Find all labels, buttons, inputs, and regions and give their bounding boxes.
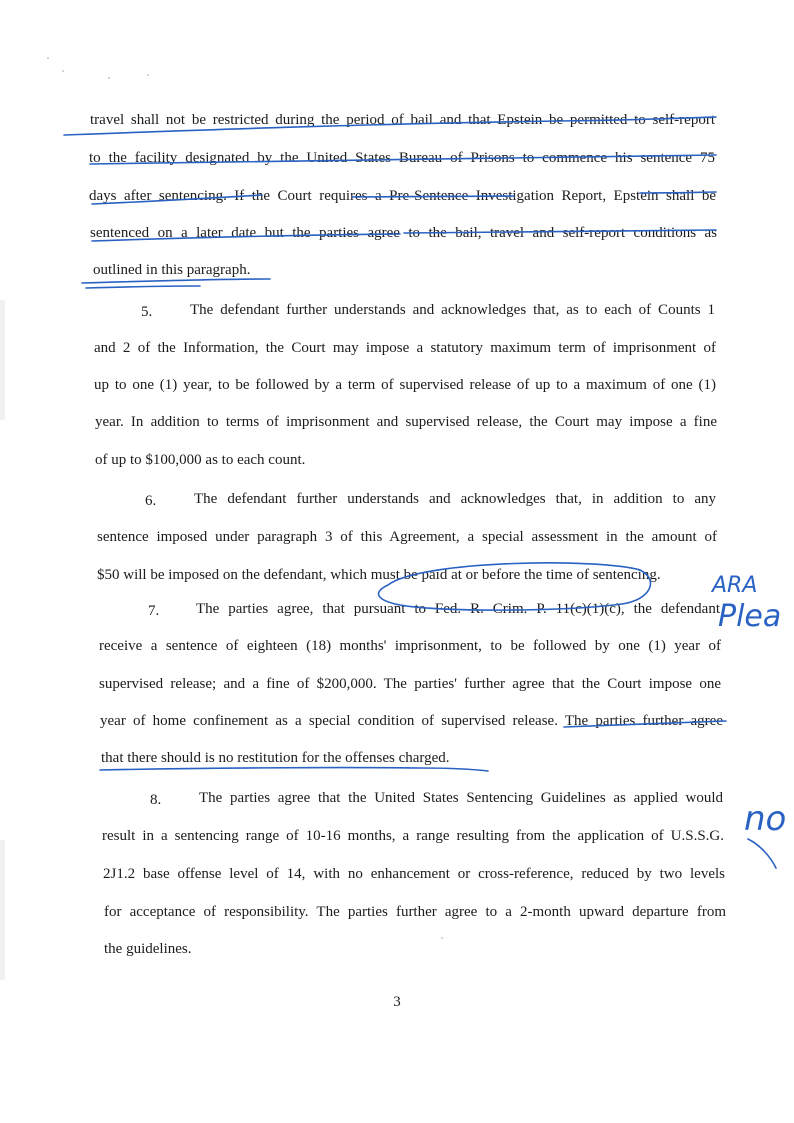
text-line: to the facility designated by the United States Bureau of Prisons to commence his sentence 75 [89, 150, 715, 166]
text-line: days after sentencing. If the Court requires a Pre-Sentence Investigation Report, Epstein shall be [89, 188, 716, 204]
text-line: year. In addition to terms of imprisonment and supervised release, the Court may impose a fine [95, 414, 717, 430]
paragraph-number: 6. [145, 493, 157, 509]
tick-mark [748, 839, 776, 868]
text-line: sentenced on a later date but the parties agree to the bail, travel and self-report conditions as [90, 225, 717, 241]
text-line: result in a sentencing range of 10-16 months, a range resulting from the application of U.S.S.G. [102, 828, 724, 844]
text-line: up to one (1) year, to be followed by a term of supervised release of up to a maximum of one (1) [94, 377, 716, 393]
no-handwritten: no [744, 799, 787, 839]
scan-speck [47, 57, 49, 59]
text-line: year of home confinement as a special condition of supervised release. The parties further agree [100, 713, 723, 729]
text-line: sentence imposed under paragraph 3 of this Agreement, a special assessment in the amount of [97, 529, 717, 545]
paragraph-number: 8. [150, 792, 162, 808]
underline [100, 768, 488, 771]
scan-speck [147, 74, 149, 76]
text-line: The defendant further understands and acknowledges that, in addition to any [194, 491, 716, 507]
text-line: and 2 of the Information, the Court may impose a statutory maximum term of imprisonment of [94, 340, 716, 356]
paragraph-number: 7. [148, 603, 160, 619]
initials-handwritten: ARA [712, 573, 758, 598]
text-line: that there should is no restitution for the offenses charged. [101, 750, 450, 766]
text-line: outlined in this paragraph. [93, 262, 251, 278]
plea-handwritten: Plea [718, 599, 782, 634]
text-line: $50 will be imposed on the defendant, which must be paid at or before the time of sentencing. [97, 567, 661, 583]
text-line: travel shall not be restricted during the period of bail and that Epstein be permitted to self-report [90, 112, 715, 128]
page-number: 3 [393, 994, 401, 1010]
text-line: The parties agree that the United States Sentencing Guidelines as applied would [199, 790, 723, 806]
margin-note-plea [710, 573, 781, 634]
scan-speck [108, 77, 110, 79]
scan-speck [441, 937, 443, 939]
text-line: supervised release; and a fine of $200,000. The parties' further agree that the Court impose one [99, 676, 721, 692]
text-line: receive a sentence of eighteen (18) months' imprisonment, to be followed by one (1) year of [99, 638, 721, 654]
underline [86, 286, 200, 288]
scan-edge-shadow [0, 300, 5, 420]
text-line: of up to $100,000 as to each count. [95, 452, 306, 468]
paragraph-number: 5. [141, 304, 153, 320]
scan-edge-shadow [0, 840, 5, 980]
text-line: the guidelines. [104, 941, 192, 957]
text-line: 2J1.2 base offense level of 14, with no enhancement or cross-reference, reduced by two levels [103, 866, 725, 882]
text-line: The parties agree, that pursuant to Fed. R. Crim. P. 11(c)(1)(c), the defendant [196, 601, 720, 617]
text-line: for acceptance of responsibility. The parties further agree to a 2-month upward departure from [104, 904, 726, 920]
margin-note-no [744, 799, 786, 839]
scan-speck [62, 70, 64, 72]
text-line: The defendant further understands and acknowledges that, as to each of Counts 1 [190, 302, 715, 318]
